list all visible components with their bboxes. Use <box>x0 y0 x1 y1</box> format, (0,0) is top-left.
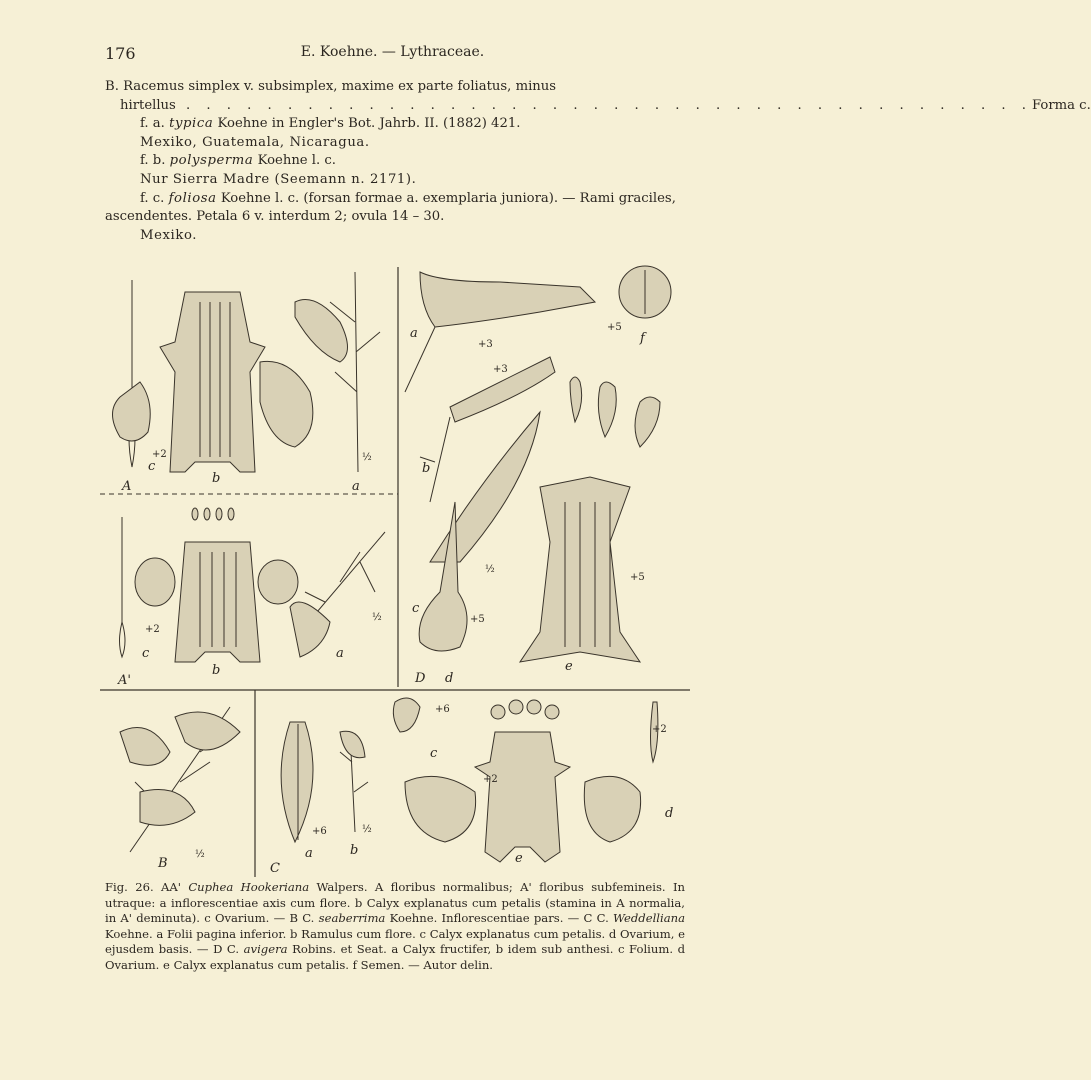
running-title: E. Koehne. — Lythraceae. <box>300 44 485 60</box>
label-D-c: c <box>412 601 420 616</box>
label-C: C <box>270 861 280 876</box>
forma-b-prefix: f. b. <box>140 153 166 169</box>
forma-b-citation: Koehne l. c. <box>257 153 336 169</box>
caption-part-4-rest: Robins. et Seat. a Calyx fructifer, b idem sub anthesi. c Folium. d Ovarium. e Calyx explanatus cum petalis. f Semen. — Autor delin. <box>105 942 686 972</box>
petal-d-3 <box>635 397 660 447</box>
figure-26 <box>100 262 690 882</box>
label-C-c: c <box>430 746 438 761</box>
body-text <box>105 78 1091 245</box>
ovary-a-prime <box>120 517 126 657</box>
leader-dots: . . . . . . . . . . . . . . . . . . . . . . . . . . . . . . . . . . . . . . . . . . <box>175 97 1032 113</box>
petal-c-right <box>584 776 640 842</box>
label-C-a: a <box>305 846 313 861</box>
label-A-prime-a: a <box>336 646 344 661</box>
petal-d-1 <box>570 377 582 422</box>
caption-part-3-rest: Koehne. a Folii pagina inferior. b Ramulus cum flore. c Calyx explanatus cum petalis. d Ovarium, e ejusdem basis. — D C. <box>105 926 685 957</box>
label-C-b: b <box>350 843 359 858</box>
anther-c-2 <box>509 700 523 714</box>
forma-c-description: ascendentes. Petala 6 v. interdum 2; ovula 14 – 30. <box>105 209 445 225</box>
anther-c-1 <box>491 705 505 719</box>
anther-c-3 <box>527 700 541 714</box>
label-A-c: c <box>148 459 156 474</box>
mag-C-d: +2 <box>652 724 667 735</box>
anther-3 <box>216 508 222 520</box>
mag-A-prime-a: ½ <box>372 612 382 623</box>
caption-species-1: Cuphea Hookeriana <box>188 880 310 894</box>
section-b-word: hirtellus <box>120 97 176 113</box>
caption-part-1: AA' <box>153 880 189 894</box>
flower-a <box>295 300 348 363</box>
mag-A-c: +2 <box>152 449 167 460</box>
forma-a-prefix: f. a. <box>140 116 165 132</box>
label-C-e: e <box>515 851 523 866</box>
petal-a-left <box>113 382 151 441</box>
section-b-line: B. Racemus simplex v. subsimplex, maxime ex parte foliatus, minus <box>105 79 557 94</box>
forma-c-prefix: f. c. <box>140 190 165 206</box>
figure-caption <box>105 880 685 974</box>
mag-D-c: ½ <box>485 564 495 575</box>
forma-b-line <box>105 152 683 171</box>
ovary-base-c <box>393 698 420 732</box>
caption-part-1-rest: Walpers. A floribus normalibus; A' floribus subfemineis. In utraque: a inflorescentiae axis cum flore. b Calyx explanatus cum petalis (stamina in A normalia, in A' deminuta). c Ovarium. — B C. <box>105 880 685 926</box>
anther-c-4 <box>545 705 559 719</box>
caption-species-2: seaberrima <box>318 911 386 926</box>
mag-A-a: ½ <box>362 452 372 463</box>
panel-a-prime <box>120 508 386 662</box>
forma-a-line <box>105 115 683 134</box>
forma-c-locality: Mexiko. <box>140 227 198 243</box>
label-D-f: f <box>640 331 645 346</box>
panel-c <box>281 698 658 862</box>
label-C-d: d <box>665 806 674 821</box>
branch-a-prime <box>290 602 330 657</box>
forma-label: Forma c. <box>1031 97 1091 113</box>
calyx-a-prime <box>175 542 260 662</box>
forma-b-name: polysperma <box>169 153 254 169</box>
mag-C-a: +6 <box>312 826 327 837</box>
anther-2 <box>204 508 210 520</box>
mag-D-f: +5 <box>607 322 622 333</box>
label-D-d: d <box>445 671 454 686</box>
anther-4 <box>228 508 234 520</box>
calyx-c <box>475 732 570 862</box>
label-B: B <box>158 856 168 871</box>
caption-species-3: Weddelliana <box>613 911 685 926</box>
mag-C-b: ½ <box>362 824 372 835</box>
calyx-fructifer <box>420 272 595 327</box>
label-D-e: e <box>565 659 573 674</box>
caption-species-4: avigera <box>243 942 288 957</box>
anther-1 <box>192 508 198 520</box>
flower-b-2 <box>140 790 195 826</box>
leaf-c <box>281 722 313 842</box>
panel-a <box>113 272 381 472</box>
label-A-prime-c: c <box>142 646 150 661</box>
mag-D-e: +5 <box>630 572 645 583</box>
leaf-b <box>175 712 240 750</box>
section-b-continuation <box>105 97 1091 116</box>
label-D: D <box>415 671 426 686</box>
mag-B: ½ <box>195 849 205 860</box>
forma-a-locality: Mexiko, Guatemala, Nicaragua. <box>140 134 370 150</box>
petal-a-prime-left <box>135 558 175 606</box>
caption-fig-number: Fig. 26. <box>105 880 154 894</box>
label-A: A <box>122 479 132 494</box>
panel-b <box>120 707 240 852</box>
page-header <box>105 44 680 64</box>
forma-c-line <box>105 190 683 209</box>
forma-b-locality: Nur Sierra Madre (Seemann n. 2171). <box>140 171 417 187</box>
label-A-prime: A' <box>118 673 131 688</box>
page-number: 176 <box>105 44 136 63</box>
panel-d <box>405 266 671 662</box>
mag-D-a: +3 <box>478 339 493 350</box>
forma-c-name: foliosa <box>168 190 217 206</box>
label-A-b: b <box>212 471 221 486</box>
botanical-plate <box>100 262 690 882</box>
forma-c-citation: Koehne l. c. (forsan formae a. exemplaria juniora). — Rami graciles, <box>220 190 676 206</box>
mag-D-b: +3 <box>493 364 508 375</box>
label-A-prime-b: b <box>212 663 221 678</box>
label-D-b: b <box>422 461 431 476</box>
petal-d-2 <box>598 382 616 437</box>
mag-D-d: +5 <box>470 614 485 625</box>
forma-a-name: typica <box>169 116 214 132</box>
label-D-a: a <box>410 326 418 341</box>
label-A-a: a <box>352 479 360 494</box>
mag-C-e: +2 <box>483 774 498 785</box>
leaf-d <box>430 412 540 562</box>
petal-c-left <box>405 776 476 842</box>
stem-d-b <box>420 417 450 502</box>
flower-c <box>340 731 365 757</box>
calyx-a <box>160 292 265 472</box>
mag-A-prime-c: +2 <box>145 624 160 635</box>
petal-a-right <box>260 361 313 447</box>
petal-a-prime-right <box>258 560 298 604</box>
caption-part-2-rest: Koehne. Inflorescentiae pars. — C C. <box>385 911 614 926</box>
forma-a-citation: Koehne in Engler's Bot. Jahrb. II. (1882) 421. <box>217 116 521 132</box>
mag-C-c: +6 <box>435 704 450 715</box>
flower-b-1 <box>120 728 170 766</box>
stem-a <box>330 272 380 472</box>
